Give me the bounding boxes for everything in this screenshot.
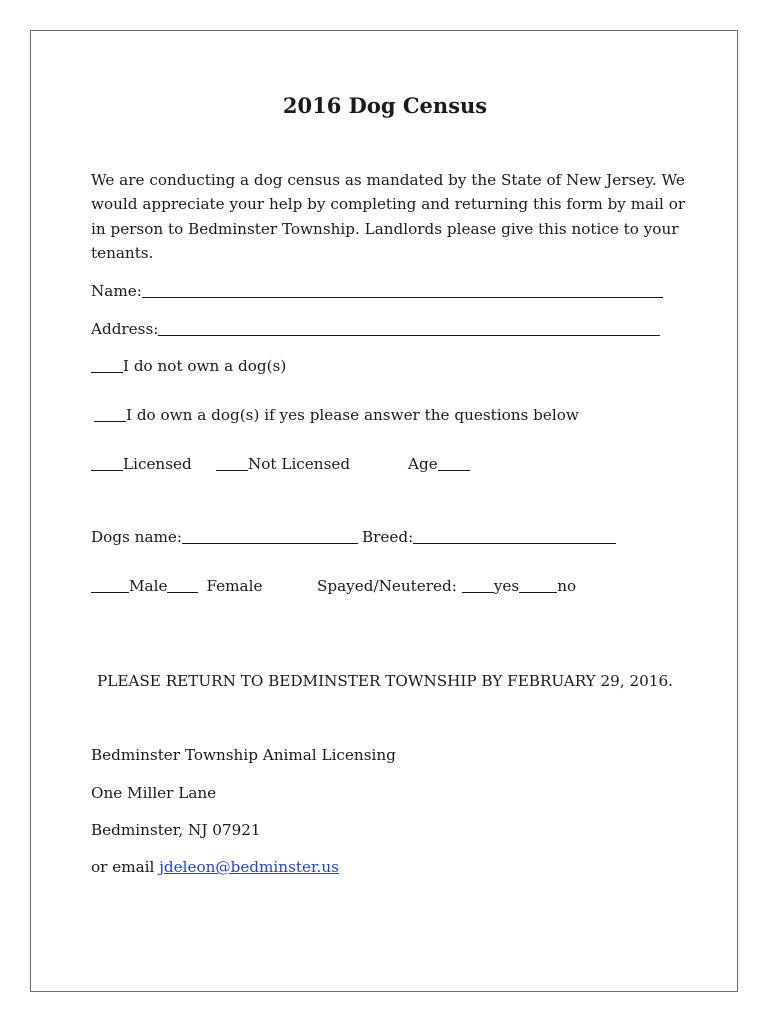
licensed-check-field[interactable] <box>91 455 123 471</box>
spayed-label: Spayed/Neutered: <box>317 577 457 595</box>
spayed-yes-field[interactable] <box>462 577 494 593</box>
contact-org: Bedminster Township Animal Licensing <box>91 746 396 764</box>
own-dog-check-field[interactable] <box>94 406 126 422</box>
address-field[interactable] <box>158 320 660 336</box>
licensed-label: Licensed <box>123 455 192 473</box>
dogs-name-label: Dogs name: <box>91 528 183 546</box>
age-option <box>408 454 470 474</box>
spayed-no-label: no <box>557 577 577 595</box>
not-licensed-check-field[interactable] <box>216 455 248 471</box>
dogs-name-field[interactable] <box>182 528 358 544</box>
spayed-yes-label: yes <box>493 577 520 595</box>
intro-paragraph: We are conducting a dog census as mandated by the State of New Jersey. We would appreciate your help by completing and returning this form by mail or in person to Bedminster Township. Landlords please give this notice to your tenants. <box>91 171 686 262</box>
male-check-field[interactable] <box>91 577 129 593</box>
breed-label: Breed: <box>362 528 414 546</box>
no-dog-row <box>91 356 286 376</box>
contact-email-row <box>91 858 339 876</box>
spayed-no-field[interactable] <box>519 577 557 593</box>
return-notice: PLEASE RETURN TO BEDMINSTER TOWNSHIP BY FEBRUARY 29, 2016. <box>97 672 673 690</box>
form-title: 2016 Dog Census <box>282 93 488 118</box>
address-label: Address: <box>91 320 159 338</box>
name-field[interactable] <box>142 282 663 298</box>
own-dog-label: I do own a dog(s) if yes please answer the questions below <box>126 406 579 424</box>
contact-street: One Miller Lane <box>91 784 217 802</box>
own-dog-row <box>94 405 579 425</box>
name-row <box>91 281 663 301</box>
contact-email-link[interactable]: jdeleon@bedminster.us <box>159 858 339 876</box>
breed-row <box>362 527 616 547</box>
sex-row <box>91 576 262 596</box>
age-label: Age <box>408 455 438 473</box>
no-dog-label: I do not own a dog(s) <box>123 357 287 375</box>
male-label: Male <box>129 577 168 595</box>
breed-field[interactable] <box>413 528 616 544</box>
not-licensed-option <box>216 454 350 474</box>
dogs-name-row <box>91 527 358 547</box>
address-row <box>91 319 660 339</box>
no-dog-check-field[interactable] <box>91 357 123 373</box>
contact-city: Bedminster, NJ 07921 <box>91 821 261 839</box>
female-check-field[interactable] <box>167 577 198 593</box>
age-field[interactable] <box>438 455 470 471</box>
female-label: Female <box>206 577 263 595</box>
licensed-option <box>91 454 192 474</box>
not-licensed-label: Not Licensed <box>248 455 351 473</box>
name-label: Name: <box>91 282 142 300</box>
spayed-row <box>317 576 576 596</box>
contact-email-prefix: or email <box>91 858 160 876</box>
